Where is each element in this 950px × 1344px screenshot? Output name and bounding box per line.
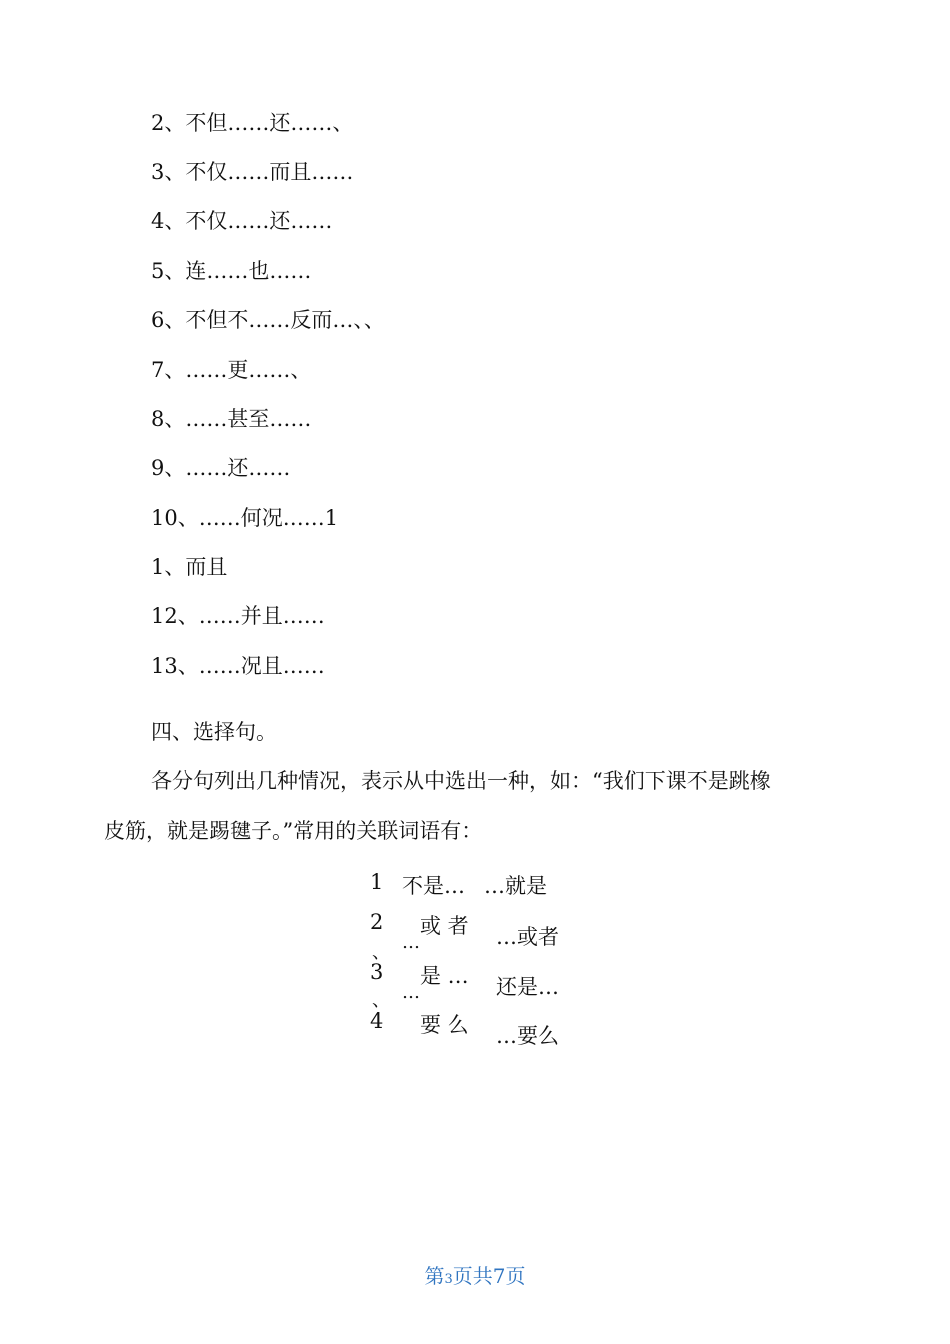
row-mark: 、 (372, 942, 390, 963)
table-cell: …就是 (484, 874, 547, 898)
list-item: 7、……更……、 (151, 358, 312, 382)
table-cell: 或 者 (420, 914, 469, 938)
table-cell: 要 么 (420, 1013, 469, 1037)
list-item: 8、……甚至…… (151, 407, 312, 431)
table-cell: …或者 (496, 925, 559, 949)
list-item: 6、不但不……反而…、、 (151, 308, 385, 332)
row-number: 2 (370, 910, 384, 934)
table-cell: 还是… (496, 975, 559, 999)
footer-total-pages: 7 (492, 1264, 506, 1288)
table-cell: …要么 (496, 1024, 559, 1048)
relation-word-table (368, 868, 578, 1048)
table-cell: 不是… (402, 874, 465, 898)
footer-middle: 页共 (452, 1264, 493, 1288)
list-item: 4、不仅……还…… (151, 209, 333, 233)
row-number: 3 (370, 960, 384, 984)
footer-page-number: 3 (444, 1272, 453, 1287)
page-footer (0, 1260, 950, 1289)
list-item: 13、……况且…… (151, 654, 325, 678)
paragraph-line: 各分句列出几种情况，表示从中选出一种，如：“我们下课不是跳橡 (151, 769, 771, 793)
row-mark: 、 (372, 990, 390, 1011)
list-item: 5、连……也…… (151, 259, 312, 283)
paragraph-line: 皮筋，就是踢毽子。”常用的关联词语有： (104, 819, 483, 843)
list-item: 2、不但……还……、 (151, 111, 354, 135)
list-item: 10、……何况……1 (151, 506, 339, 530)
table-cell: 是 … (420, 964, 469, 988)
footer-suffix: 页 (505, 1264, 526, 1288)
footer-prefix: 第 (424, 1264, 445, 1288)
section-heading: 四、选择句。 (151, 720, 277, 744)
list-item: 9、……还…… (151, 456, 291, 480)
list-item: 12、……并且…… (151, 604, 325, 628)
table-cell-dots: … (402, 982, 419, 1003)
list-item: 3、不仅……而且…… (151, 160, 354, 184)
row-number: 1 (370, 870, 384, 894)
list-item: 1、而且 (151, 555, 228, 579)
table-cell-dots: … (402, 932, 419, 953)
row-number: 4 (370, 1009, 384, 1033)
